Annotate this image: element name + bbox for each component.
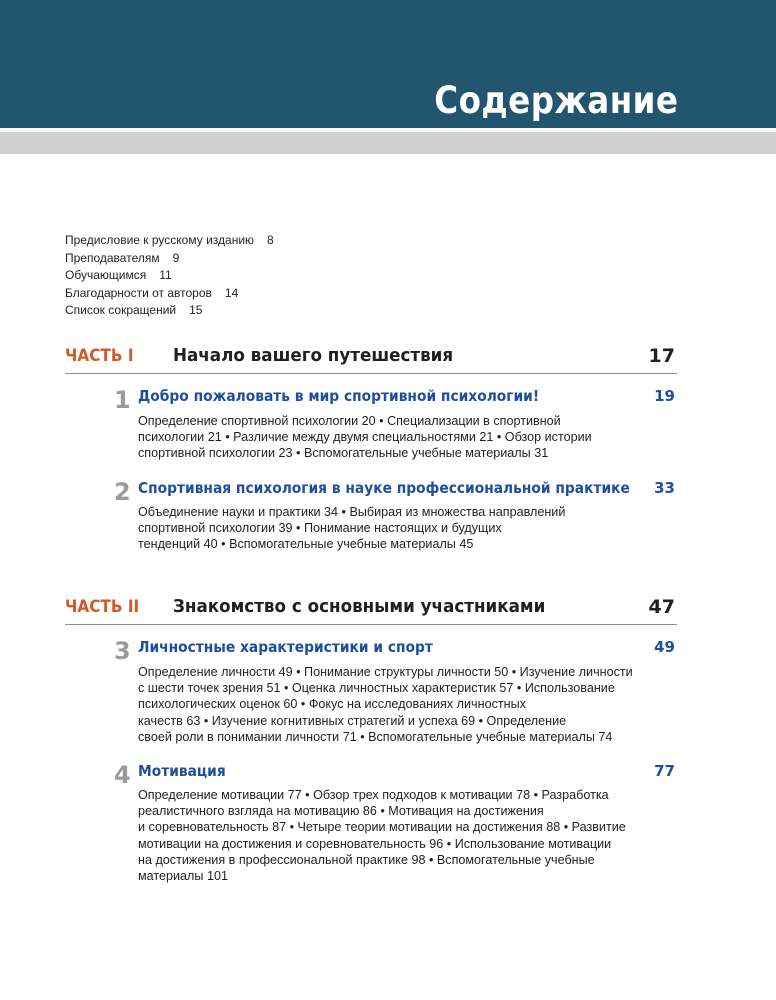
section-line: психологии 21 • Различие между двумя специальностями 21 • Обзор истории xyxy=(138,430,592,445)
chapter-page: 77 xyxy=(654,762,675,780)
front-matter-list xyxy=(65,232,274,320)
chapter-sections xyxy=(138,413,668,462)
part-page: 47 xyxy=(648,596,675,618)
toc-entry-label: Преподавателям xyxy=(65,250,160,265)
toc-entry[interactable] xyxy=(65,302,274,320)
chapter-title[interactable]: Спортивная психология в науке профессиональной практике xyxy=(138,479,630,497)
section-line: реалистичного взгляда на мотивацию 86 • Мотивация на достижения xyxy=(138,804,544,819)
section-line: тенденций 40 • Вспомогательные учебные материалы 45 xyxy=(138,537,474,552)
section-line: с шести точек зрения 51 • Оценка личностных характеристик 57 • Использование xyxy=(138,681,615,696)
chapter-sections xyxy=(138,787,668,884)
part-heading[interactable] xyxy=(65,596,677,625)
chapter-title[interactable]: Мотивация xyxy=(138,762,226,780)
section-line: материалы 101 xyxy=(138,869,228,884)
section-line: Определение личности 49 • Понимание структуры личности 50 • Изучение личности xyxy=(138,665,633,679)
toc-entry-label: Благодарности от авторов xyxy=(65,285,212,300)
chapter-number: 1 xyxy=(114,386,131,414)
part-label: ЧАСТЬ I xyxy=(65,346,134,366)
section-line: и соревновательность 87 • Четыре теории мотивации на достижения 88 • Развитие xyxy=(138,820,626,835)
chapter-title[interactable]: Личностные характеристики и спорт xyxy=(138,638,433,656)
toc-entry-label: Предисловие к русскому изданию xyxy=(65,233,255,247)
toc-entry-page: 9 xyxy=(172,250,180,265)
chapter-number: 4 xyxy=(114,761,131,789)
part-heading[interactable] xyxy=(65,345,677,374)
part-title: Знакомство с основными участниками xyxy=(173,596,546,617)
chapter-number: 3 xyxy=(114,637,131,665)
section-line: мотивации на достижения и соревновательность 96 • Использование мотивации xyxy=(138,836,612,851)
chapter-number: 2 xyxy=(114,478,131,506)
section-line: Объединение науки и практики 34 • Выбирая из множества направлений xyxy=(138,505,566,519)
part-page: 17 xyxy=(648,345,675,367)
toc-entry[interactable] xyxy=(65,285,274,303)
chapter-title[interactable]: Добро пожаловать в мир спортивной психологии! xyxy=(138,387,540,405)
section-line: спортивной психологии 39 • Понимание настоящих и будущих xyxy=(138,521,502,536)
toc-entry-page: 15 xyxy=(189,303,203,317)
chapter-page: 19 xyxy=(654,387,675,405)
chapter-sections xyxy=(138,664,668,745)
toc-entry-label: Обучающимся xyxy=(65,268,147,282)
section-line: спортивной психологии 23 • Вспомогательные учебные материалы 31 xyxy=(138,446,549,461)
toc-entry-page: 8 xyxy=(267,233,274,247)
page-title: Содержание xyxy=(433,79,678,122)
part-title: Начало вашего путешествия xyxy=(173,345,454,366)
section-line: на достижения в профессиональной практике 98 • Вспомогательные учебные xyxy=(138,852,595,867)
chapter-page: 49 xyxy=(654,638,675,656)
section-line: качеств 63 • Изучение когнитивных стратегий и успеха 69 • Определение xyxy=(138,713,567,728)
part-label: ЧАСТЬ II xyxy=(65,597,140,617)
section-line: Определение спортивной психологии 20 • Специализации в спортивной xyxy=(138,414,561,428)
toc-entry[interactable] xyxy=(65,250,274,268)
toc-entry-page: 14 xyxy=(224,285,239,300)
chapter-page: 33 xyxy=(654,479,675,497)
toc-entry-label: Список сокращений xyxy=(65,303,177,317)
header-divider-band xyxy=(0,132,776,154)
chapter-sections xyxy=(138,504,668,553)
section-line: психологических оценок 60 • Фокус на исследованиях личностных xyxy=(138,697,526,712)
toc-entry[interactable] xyxy=(65,232,274,250)
toc-entry[interactable] xyxy=(65,267,274,285)
section-line: своей роли в понимании личности 71 • Вспомогательные учебные материалы 74 xyxy=(138,729,613,744)
section-line: Определение мотивации 77 • Обзор трех подходов к мотивации 78 • Разработка xyxy=(138,788,609,802)
toc-entry-page: 11 xyxy=(159,268,172,282)
